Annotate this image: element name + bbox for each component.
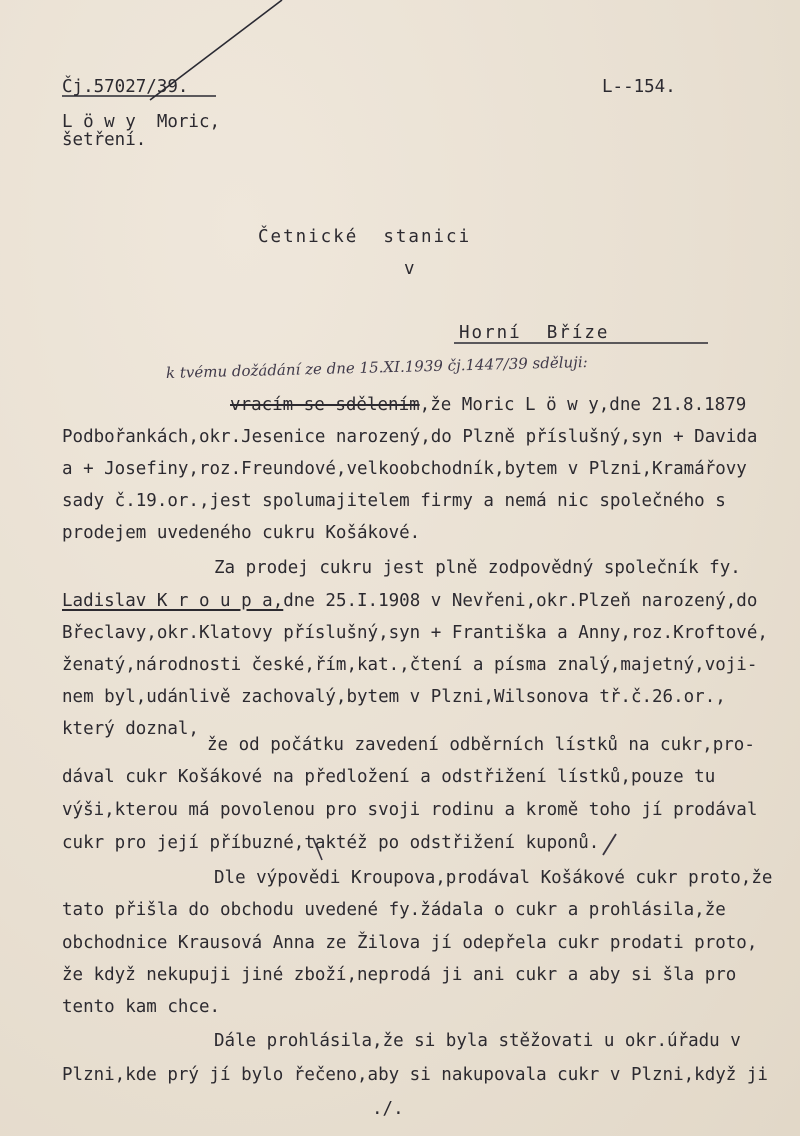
body-line: že když nekupuji jiné zboží,neprodá ji ani cukr a aby si šla pro: [62, 965, 737, 985]
body-line: prodejem uvedeného cukru Košákové.: [62, 523, 421, 543]
body-line: Břeclavy,okr.Klatovy příslušný,syn + Františka a Anny,roz.Kroftové,: [62, 623, 768, 643]
body-line: ženatý,národnosti české,řím,kat.,čtení a písma znalý,majetný,voji-: [62, 655, 758, 675]
body-line: cukr pro její příbuzné,taktéž po odstřižení kuponů.: [62, 833, 600, 853]
body-line: a + Josefiny,roz.Freundové,velkoobchodník,bytem v Plzni,Kramářovy: [62, 459, 747, 479]
body-line: Za prodej cukru jest plně zodpovědný společník fy.: [214, 558, 741, 578]
struck-text: vracím se sdělením: [230, 395, 420, 415]
addressee-preposition: v: [404, 259, 415, 279]
continuation-mark: ./.: [372, 1099, 404, 1119]
body-line: tento kam chce.: [62, 997, 221, 1017]
body-line: dával cukr Košákové na předložení a odstřižení lístků,pouze tu: [62, 767, 716, 787]
body-text: dne 25.I.1908 v Nevřeni,okr.Plzeň narozený,do: [283, 591, 758, 611]
body-line: Dle výpovědi Kroupova,prodával Košákové cukr proto,že: [214, 868, 773, 888]
body-line: obchodnice Krausová Anna ze Žilova jí odepřela cukr prodati proto,: [62, 933, 758, 953]
body-text: ,že Moric L ö w y,dne 21.8.1879: [419, 395, 747, 415]
body-line: sady č.19.or.,jest spolumajitelem firmy a nemá nic společného s: [62, 491, 726, 511]
body-line: Dále prohlásila,že si byla stěžovati u okr.úřadu v: [214, 1031, 741, 1051]
reference-number: Čj.57027/39.: [62, 77, 189, 97]
handwritten-note: k tvému dožádání ze dne 15.XI.1939 čj.1447/39 sděluji:: [165, 352, 588, 382]
body-line: tato přišla do obchodu uvedené fy.žádala o cukr a prohlásila,že: [62, 900, 726, 920]
body-line: [230, 394, 746, 416]
body-line: který doznal,: [62, 719, 199, 739]
body-line: nem byl,udánlivě zachovalý,bytem v Plzni,Wilsonova tř.č.26.or.,: [62, 687, 726, 707]
file-code: L--154.: [602, 77, 676, 97]
addressee-station: Četnické stanici: [258, 227, 472, 247]
body-line: Podbořankách,okr.Jesenice narozený,do Plzně příslušný,syn + Davida: [62, 427, 758, 447]
body-line: Plzni,kde prý jí bylo řečeno,aby si nakupovala cukr v Plzni,když ji: [62, 1065, 768, 1085]
subject-name: L ö w y Moric,: [62, 112, 221, 132]
tick-mark-2: [603, 834, 616, 855]
addressee-place: Horní Bříze: [459, 323, 610, 343]
person-name: Ladislav K r o u p a,: [62, 591, 284, 611]
body-line: výši,kterou má povolenou pro svoji rodinu a kromě toho jí prodával: [62, 800, 758, 820]
body-line: [62, 590, 757, 612]
subject-note: šetření.: [62, 130, 147, 150]
body-line: že od počátku zavedení odběrních lístků na cukr,pro-: [207, 735, 755, 755]
